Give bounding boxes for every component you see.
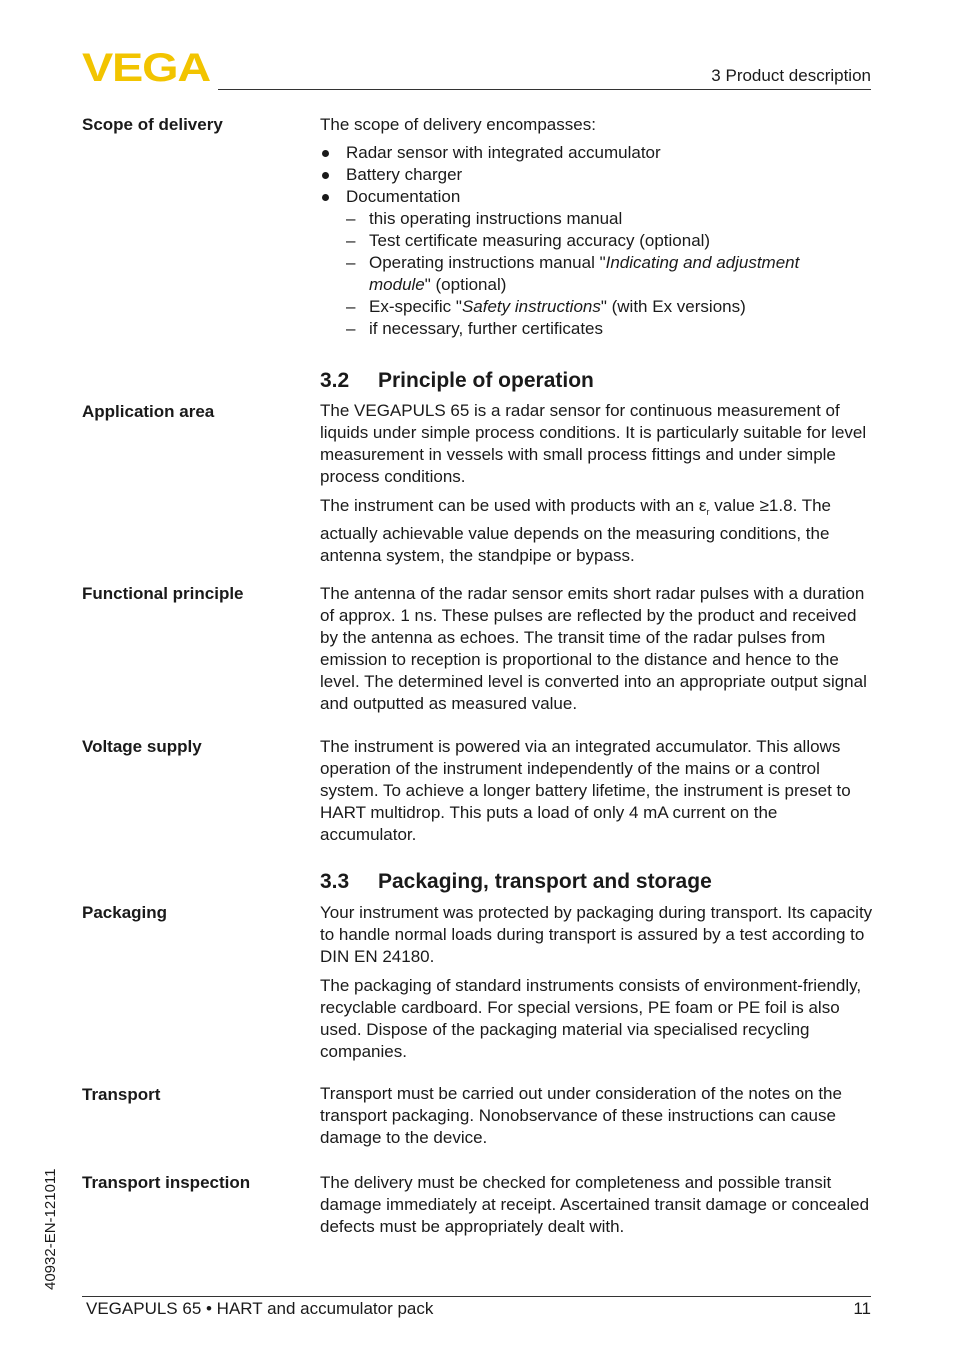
footer-doc-title: VEGAPULS 65 • HART and accumulator pack: [86, 1299, 434, 1318]
voltage-supply-text: The instrument is powered via an integrated accumulator. This allows operation of the instrument independently of the mains or a control system. To achieve a longer battery lifetime, the instrument is preset to HART multidrop. This puts a load of only 4 mA current on the accumulator.: [320, 737, 851, 844]
application-area-label: Application area: [82, 402, 215, 421]
list-item: – this operating instructions manual: [346, 208, 876, 230]
list-item: [320, 186, 876, 340]
page-number: 11: [853, 1299, 871, 1318]
scope-block: [320, 114, 876, 340]
transport-inspection-label: Transport inspection: [82, 1173, 251, 1192]
list-item: – Test certificate measuring accuracy (optional): [346, 230, 876, 252]
transport-inspection-text: The delivery must be checked for completeness and possible transit damage immediately at receipt. Ascertained transit damage or concealed defects must be appropriately dealt with.: [320, 1173, 870, 1236]
application-area-text: The VEGAPULS 65 is a radar sensor for continuous measurement of liquids under simple process conditions. It is particularly suitable for level measurement in vessels with small process fittings and under simple process conditions. The instrument can be used with products with an $\varepsilon_r$ value ≥1.8. The actually achievable value depends on the measuring conditions, the antenna system, the standpipe or bypass.: [320, 401, 867, 565]
vega-logo: [82, 50, 212, 84]
scope-list: [320, 142, 876, 340]
functional-principle-text: The antenna of the radar sensor emits short radar pulses with a duration of approx. 1 ns. These pulses are reflected by the product and received by the antenna as echoes. The transit time of the radar pulses from emission to reception is proportional to the distance and hence to the level. The determined level is converted into an appropriate output signal and outputted as measured value.: [320, 584, 867, 713]
list-item-label: Documentation: [346, 187, 461, 206]
functional-principle-label: Functional principle: [82, 584, 244, 603]
list-item: – Operating instructions manual "Indicating and adjustment module" (optional): [346, 252, 876, 296]
list-item: Battery charger: [320, 164, 876, 186]
header-divider: [218, 89, 871, 90]
document-code: 40932-EN-121011: [42, 1168, 59, 1290]
section-heading-3-2: 3.2 Principle of operation: [320, 369, 594, 392]
header-section-title: 3 Product description: [711, 66, 871, 85]
svg-text:VEGA: VEGA: [82, 50, 211, 84]
packaging-text: Your instrument was protected by packaging during transport. Its capacity to handle normal loads during transport is assured by a test according to DIN EN 24180. The packaging of standard instruments consists of environment-friendly, recyclable cardboard. For special versions, PE foam or PE foil is also used. Dispose of the packaging material via specialised recycling companies.: [320, 903, 873, 1061]
transport-text: Transport must be carried out under consideration of the notes on the transport packaging. Nonobservance of these instructions can cause damage to the device.: [320, 1084, 842, 1147]
scope-intro: The scope of delivery encompasses:: [320, 115, 596, 134]
documentation-sublist: [346, 208, 876, 340]
list-item: Radar sensor with integrated accumulator: [320, 142, 876, 164]
section-heading-3-3: 3.3 Packaging, transport and storage: [320, 870, 712, 893]
footer-divider: [82, 1296, 871, 1297]
packaging-label: Packaging: [82, 903, 168, 922]
list-item: – Ex-specific "Safety instructions" (with Ex versions): [346, 296, 876, 318]
list-item: – if necessary, further certificates: [346, 318, 876, 340]
voltage-supply-label: Voltage supply: [82, 737, 202, 756]
transport-label: Transport: [82, 1085, 161, 1104]
scope-label: Scope of delivery: [82, 115, 223, 134]
